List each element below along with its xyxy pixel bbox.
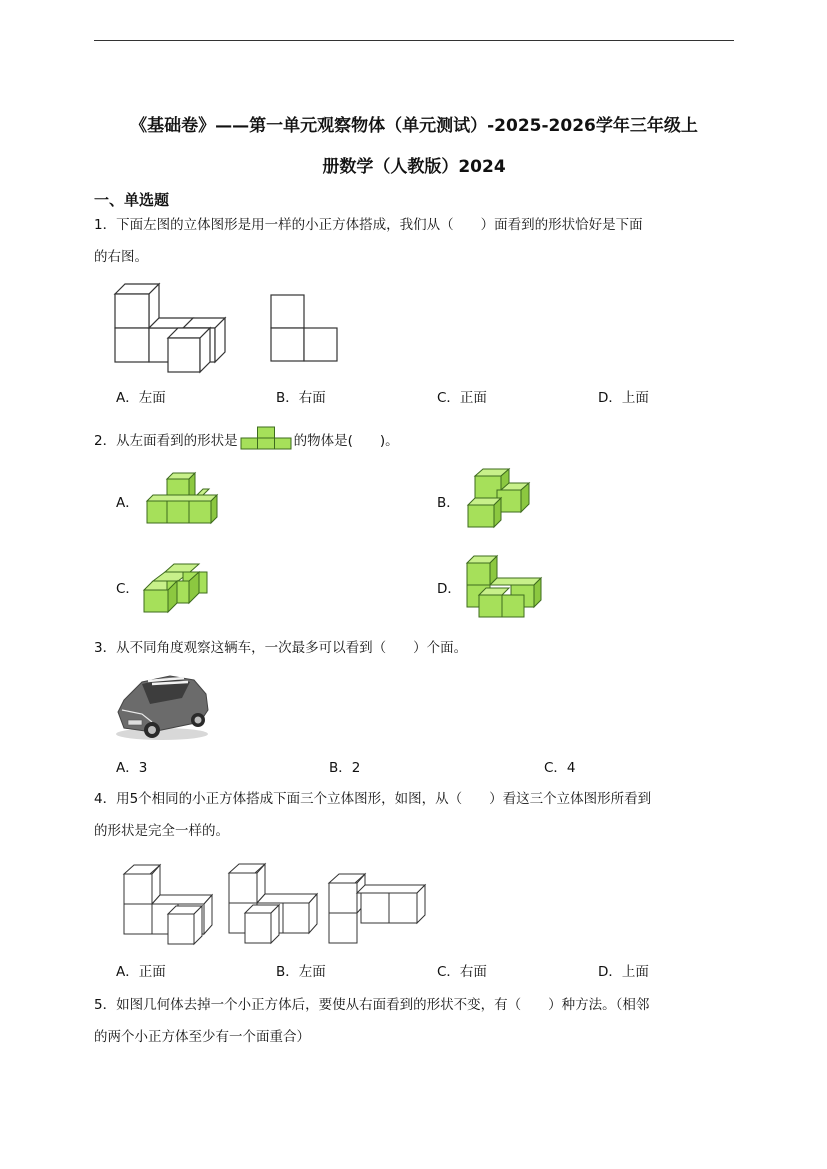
q2-option-c-label[interactable]: C．	[116, 581, 139, 597]
q2-option-a-label[interactable]: A．	[116, 495, 139, 511]
q4-solid-figure-1	[122, 862, 214, 948]
q2-left-view-figure	[240, 426, 292, 450]
section-heading: 一、单选题	[94, 191, 170, 209]
q1-option-b[interactable]: B．右面	[276, 390, 326, 406]
q3-car-image	[112, 670, 212, 745]
q1-text-line2: 的右图。	[94, 249, 148, 265]
q1-option-a[interactable]: A．左面	[116, 390, 166, 406]
q2-option-c-figure[interactable]	[143, 563, 211, 615]
q4-option-c[interactable]: C．右面	[437, 964, 487, 980]
doc-title-line2: 册数学（人教版）2024	[322, 157, 506, 177]
q2-option-d-figure[interactable]	[465, 555, 545, 621]
q2-text-before: 2．从左面看到的形状是	[94, 433, 238, 449]
q2-option-b-figure[interactable]	[465, 468, 533, 530]
q5-text-line2: 的两个小正方体至少有一个面重合）	[94, 1029, 310, 1045]
q4-solid-figure-2	[227, 861, 319, 947]
q2-text-after: 的物体是( )。	[293, 433, 399, 449]
q2-option-b-label[interactable]: B．	[437, 495, 460, 511]
q2-text	[94, 429, 399, 453]
q5-text-line1: 5．如图几何体去掉一个小正方体后，要使从右面看到的形状不变，有（ ）种方法。（相邻	[94, 997, 650, 1013]
q1-option-c[interactable]: C．正面	[437, 390, 487, 406]
q4-option-a[interactable]: A．正面	[116, 964, 166, 980]
q1-solid-figure	[112, 280, 232, 375]
q2-option-a-figure[interactable]	[145, 473, 220, 528]
header-rule	[94, 40, 734, 41]
q3-option-c[interactable]: C．4	[544, 760, 576, 776]
q3-option-b[interactable]: B．2	[329, 760, 361, 776]
q3-text: 3．从不同角度观察这辆车，一次最多可以看到（ ）个面。	[94, 640, 468, 656]
doc-title-line1: 《基础卷》——第一单元观察物体（单元测试）-2025-2026学年三年级上	[130, 116, 698, 136]
q2-option-d-label[interactable]: D．	[437, 581, 461, 597]
q4-text-line2: 的形状是完全一样的。	[94, 823, 229, 839]
q4-option-d[interactable]: D．上面	[598, 964, 649, 980]
q1-view-figure	[270, 294, 340, 364]
q3-option-a[interactable]: A．3	[116, 760, 148, 776]
q1-option-d[interactable]: D．上面	[598, 390, 649, 406]
q4-solid-figure-3	[327, 871, 427, 947]
q1-text-line1: 1．下面左图的立体图形是用一样的小正方体搭成，我们从（ ）面看到的形状恰好是下面	[94, 217, 643, 233]
q4-option-b[interactable]: B．左面	[276, 964, 326, 980]
q4-text-line1: 4．用5个相同的小正方体搭成下面三个立体图形，如图，从（ ）看这三个立体图形所看到	[94, 791, 652, 807]
